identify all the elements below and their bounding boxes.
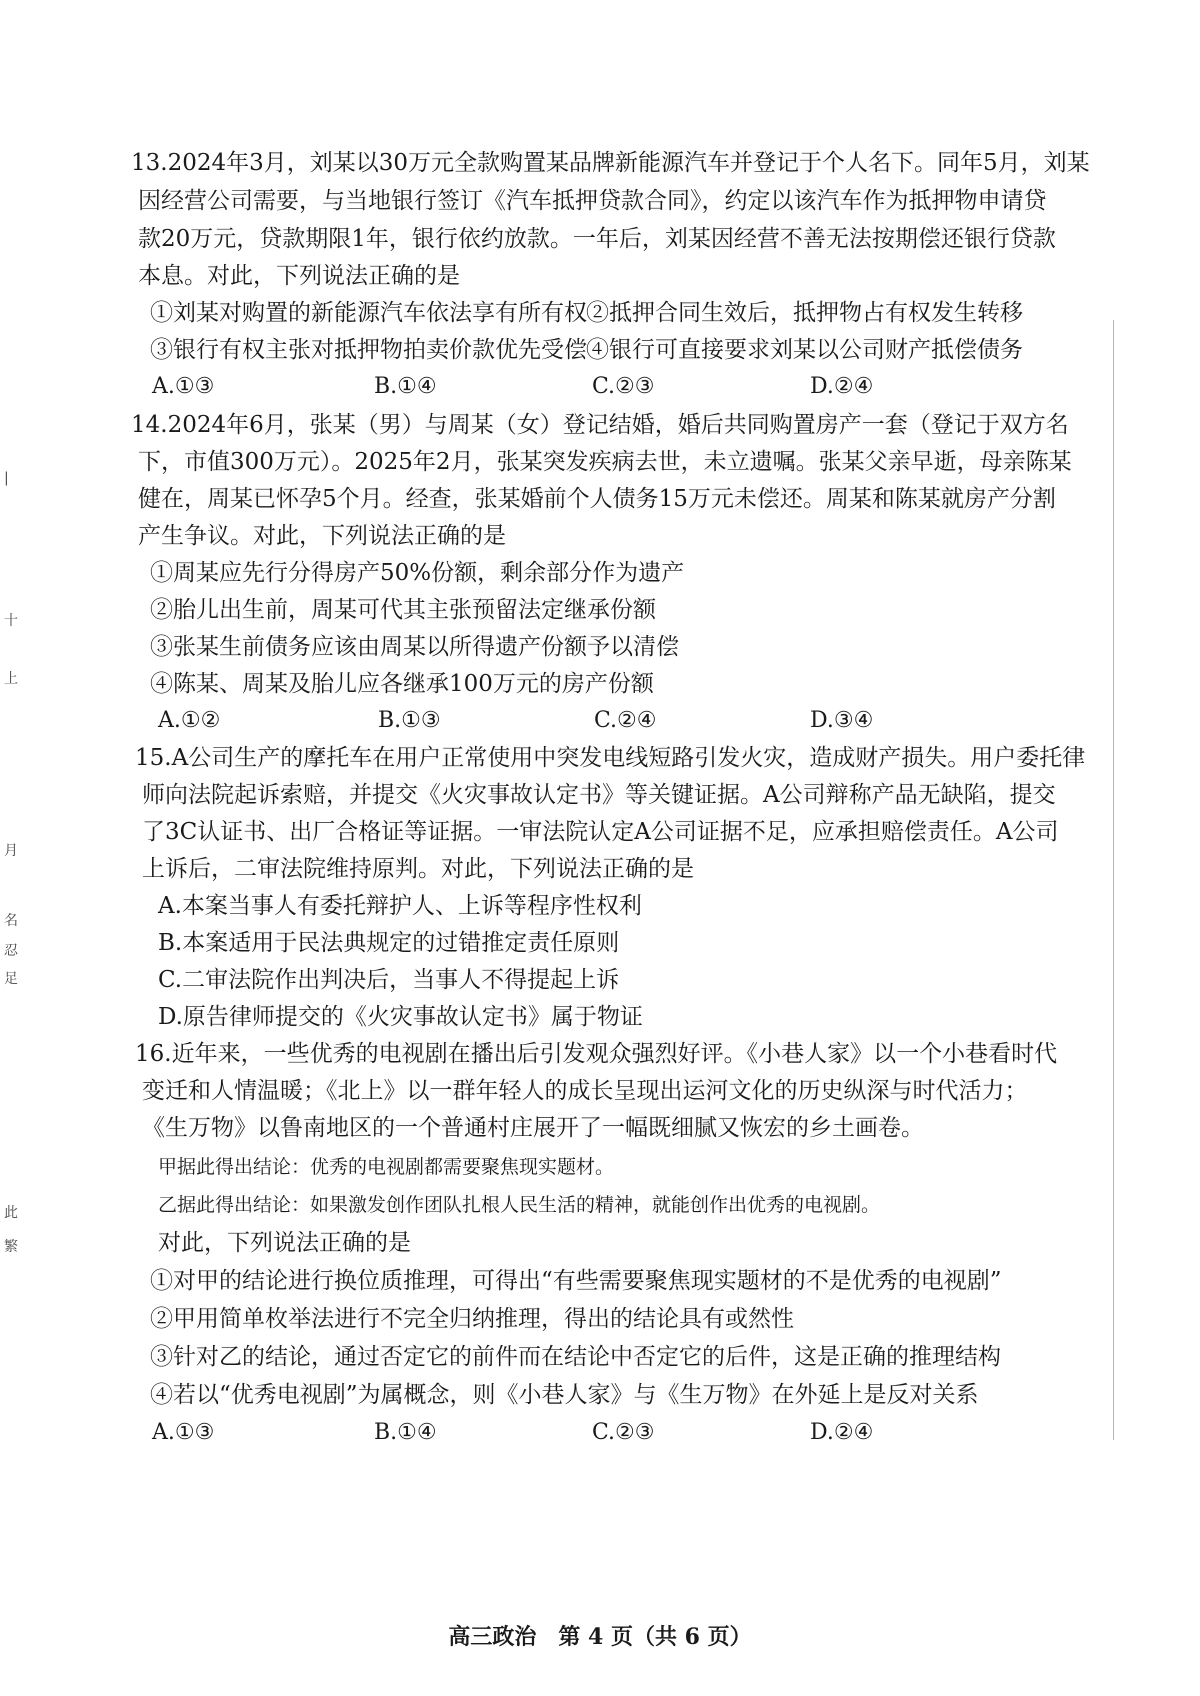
q13-stem-line: 13.2024年3月，刘某以30万元全款购置某品牌新能源汽车并登记于个人名下。同年5月，刘某 — [131, 150, 1090, 176]
q14-option-c: C.②④ — [594, 708, 657, 733]
q14-statement: ③张某生前债务应该由周某以所得遗产份额予以清偿 — [150, 634, 679, 660]
q16-conclusion-yi: 乙据此得出结论：如果激发创作团队扎根人民生活的精神，就能创作出优秀的电视剧。 — [158, 1194, 881, 1216]
q13-stem-line: 款20万元，贷款期限1年，银行依约放款。一年后，刘某因经营不善无法按期偿还银行贷款 — [138, 226, 1056, 252]
q13-option-c: C.②③ — [592, 374, 655, 399]
q16-option-b: B.①④ — [374, 1420, 437, 1445]
binding-margin-mark: 此 — [4, 1205, 18, 1221]
binding-margin-mark: 足 — [4, 971, 18, 987]
binding-margin-mark: | — [4, 470, 9, 486]
q13-option-d: D.②④ — [810, 374, 874, 399]
binding-margin-mark: 十 — [4, 613, 18, 629]
q14-statement: ①周某应先行分得房产50%份额，剩余部分作为遗产 — [150, 560, 685, 586]
q14-statement: ②胎儿出生前，周某可代其主张预留法定继承份额 — [150, 597, 656, 623]
q14-stem-line: 下，市值300万元）。2025年2月，张某突发疾病去世，未立遗嘱。张某父亲早逝，母亲陈某 — [138, 449, 1072, 475]
binding-margin-mark: 上 — [4, 671, 18, 687]
q13-statement: ④银行可直接要求刘某以公司财产抵偿债务 — [586, 337, 1023, 363]
q16-stem-line: 变迁和人情温暖；《北上》以一群年轻人的成长呈现出运河文化的历史纵深与时代活力； — [142, 1078, 1028, 1104]
binding-margin-mark: 月 — [4, 843, 18, 859]
q13-stem-line: 因经营公司需要，与当地银行签订《汽车抵押贷款合同》，约定以该汽车作为抵押物申请贷 — [138, 188, 1047, 214]
q16-option-c: C.②③ — [592, 1420, 655, 1445]
q15-stem-line: 上诉后，二审法院维持原判。对此，下列说法正确的是 — [142, 856, 694, 882]
q16-option-d: D.②④ — [810, 1420, 874, 1445]
q16-option-a: A.①③ — [152, 1420, 215, 1445]
q14-stem-line: 14.2024年6月，张某（男）与周某（女）登记结婚，婚后共同购置房产一套（登记于双方名 — [131, 412, 1069, 438]
binding-margin-mark: 繁 — [4, 1239, 18, 1255]
q14-option-b: B.①③ — [378, 708, 441, 733]
q13-statement: ③银行有权主张对抵押物拍卖价款优先受偿 — [150, 337, 587, 363]
q14-option-a: A.①② — [158, 708, 221, 733]
q16-statement: ②甲用简单枚举法进行不完全归纳推理，得出的结论具有或然性 — [150, 1306, 794, 1332]
page-footer: 高三政治 第 4 页（共 6 页） — [448, 1624, 752, 1650]
q14-stem-line: 产生争议。对此，下列说法正确的是 — [138, 523, 506, 549]
q15-stem-line: 师向法院起诉索赔，并提交《火灾事故认定书》等关键证据。A公司辩称产品无缺陷，提交 — [142, 782, 1056, 808]
q16-stem-line: 《生万物》以鲁南地区的一个普通村庄展开了一幅既细腻又恢宏的乡土画卷。 — [142, 1115, 924, 1141]
q13-stem-line: 本息。对此，下列说法正确的是 — [138, 263, 460, 289]
q15-stem-line: 15.A公司生产的摩托车在用户正常使用中突发电线短路引发火灾，造成财产损失。用户委托律 — [135, 745, 1086, 771]
binding-margin-mark: 名 — [4, 913, 18, 929]
q13-statement: ②抵押合同生效后，抵押物占有权发生转移 — [586, 300, 1023, 326]
q16-stem-line: 16.近年来，一些优秀的电视剧在播出后引发观众强烈好评。《小巷人家》以一个小巷看时代 — [135, 1041, 1058, 1067]
q16-statement: ④若以“优秀电视剧”为属概念，则《小巷人家》与《生万物》在外延上是反对关系 — [150, 1382, 979, 1408]
q16-conclusion-jia: 甲据此得出结论：优秀的电视剧都需要聚焦现实题材。 — [158, 1156, 615, 1178]
q13-statement: ①刘某对购置的新能源汽车依法享有所有权 — [150, 300, 587, 326]
q16-statement: ①对甲的结论进行换位质推理，可得出“有些需要聚焦现实题材的不是优秀的电视剧” — [150, 1268, 1002, 1294]
q15-option-d: D.原告律师提交的《火灾事故认定书》属于物证 — [158, 1004, 643, 1030]
q15-option-a: A.本案当事人有委托辩护人、上诉等程序性权利 — [158, 893, 642, 919]
q14-stem-line: 健在，周某已怀孕5个月。经查，张某婚前个人债务15万元未偿还。周某和陈某就房产分割 — [138, 486, 1056, 512]
q15-stem-line: 了3C认证书、出厂合格证等证据。一审法院认定A公司证据不足，应承担赔偿责任。A公司 — [142, 819, 1059, 845]
q14-statement: ④陈某、周某及胎儿应各继承100万元的房产份额 — [150, 671, 654, 697]
q15-option-b: B.本案适用于民法典规定的过错推定责任原则 — [158, 930, 620, 956]
q15-option-c: C.二审法院作出判决后，当事人不得提起上诉 — [158, 967, 620, 993]
q13-option-a: A.①③ — [152, 374, 215, 399]
margin-rule — [1113, 320, 1114, 1440]
q14-option-d: D.③④ — [810, 708, 874, 733]
binding-margin-mark: 忍 — [4, 943, 18, 959]
q13-option-b: B.①④ — [374, 374, 437, 399]
q16-prompt: 对此，下列说法正确的是 — [158, 1230, 411, 1256]
q16-statement: ③针对乙的结论，通过否定它的前件而在结论中否定它的后件，这是正确的推理结构 — [150, 1344, 1001, 1370]
